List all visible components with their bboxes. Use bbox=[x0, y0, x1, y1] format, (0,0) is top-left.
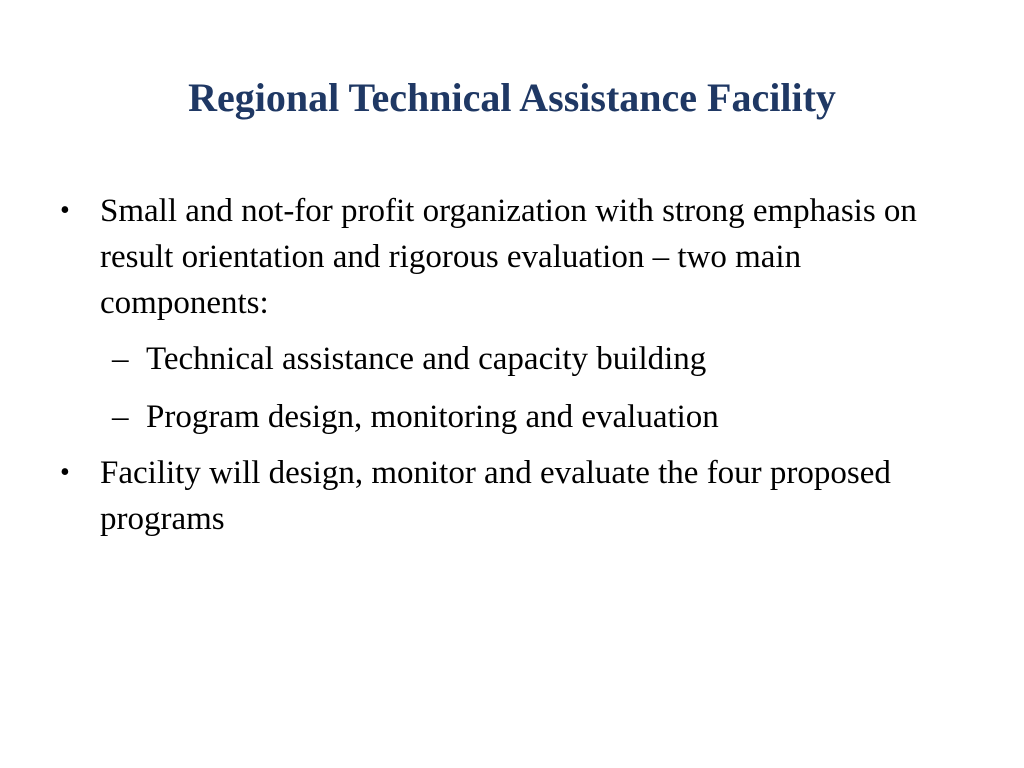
sub-bullet-item bbox=[60, 336, 960, 382]
bullet-text: Facility will design, monitor and evaluate the four proposed programs bbox=[100, 455, 891, 537]
slide-title: Regional Technical Assistance Facility bbox=[188, 75, 836, 120]
sub-bullet-item bbox=[60, 394, 960, 440]
bullet-item bbox=[60, 188, 960, 326]
bullet-text: Small and not-for profit organization with strong emphasis on result orientation and rigorous evaluation – two main components: bbox=[100, 193, 917, 321]
sub-bullet-marker: – bbox=[112, 399, 129, 435]
bullet-item bbox=[60, 450, 960, 542]
sub-bullet-text: Technical assistance and capacity building bbox=[146, 341, 707, 377]
slide-content bbox=[60, 188, 960, 542]
sub-bullet-marker: – bbox=[112, 341, 129, 377]
bullet-marker: • bbox=[60, 457, 70, 488]
bullet-marker: • bbox=[60, 195, 70, 226]
sub-bullet-text: Program design, monitoring and evaluation bbox=[146, 399, 719, 435]
